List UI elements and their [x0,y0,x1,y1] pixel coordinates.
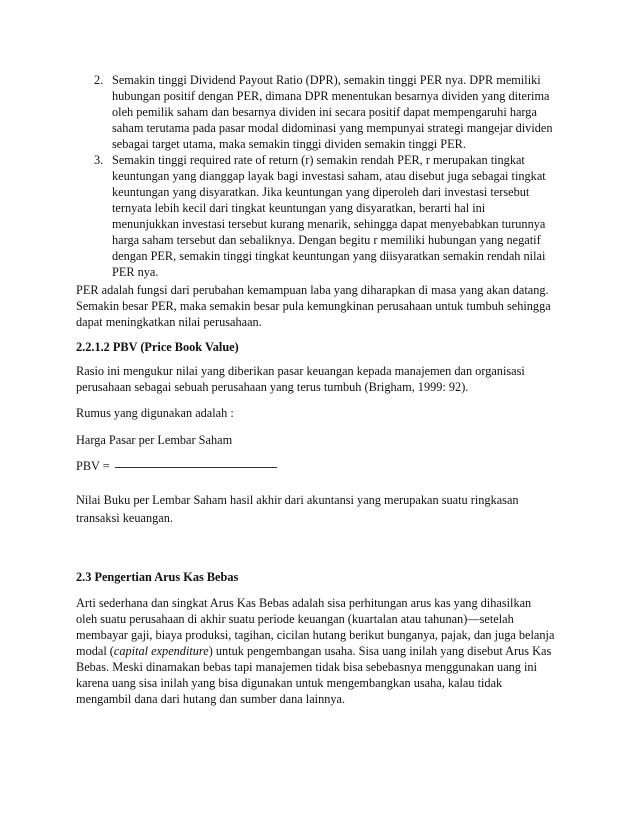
list-item-3-line: Semakin tinggi required rate of return (r) semakin rendah PER, r merupakan tingkat [112,153,525,167]
arus-kas-paragraph-line: mengambil dana dari hutang dan sumber dana lainnya. [76,692,346,706]
list-item-3-line: keuntungan yang dianggap layak bagi investasi saham, atau disebut juga sebagai tingkat [112,169,546,183]
list-item-3-line: PER nya. [112,265,159,279]
arus-kas-paragraph-line: oleh suatu perusahaan di akhir suatu periode keuangan (kuartalan atau tahunan)—setelah [76,612,514,626]
arus-kas-paragraph-line: Bebas. Meski dinamakan bebas tapi manajemen tidak bisa sebebasnya menggunakan uang ini [76,660,538,674]
formula-lhs: PBV = [76,459,110,473]
formula-denominator-line: Nilai Buku per Lembar Saham hasil akhir dari akuntansi yang merupakan suatu ringkasan [76,493,519,507]
list-item-3-line: dengan PER, semakin tinggi tingkat keuntungan yang diisyaratkan semakin rendah nilai [112,249,546,263]
list-item-2-line: saham terutama pada pasar modal didominasi yang mempunyai strategi mangejar dividen [112,121,553,135]
list-number-3: 3. [94,153,104,167]
pbv-heading: 2.2.1.2 PBV (Price Book Value) [76,340,239,354]
list-item-2-line: oleh pemilik saham dan besarnya dividen ini secara positif dapat mempengaruhi harga [112,105,537,119]
pbv-paragraph-line: perusahaan sebagai sebuah perusahaan yang terus tumbuh (Brigham, 1999: 92). [76,380,469,394]
arus-kas-paragraph-line [76,644,551,659]
list-item-3-line: keuntungan yang disyaratkan. Jika keuntungan yang diperoleh dari investasi tersebut [112,185,530,199]
list-item-3-line: ternyata lebih kecil dari tingkat keuntungan yang disyaratkan, berarti hal ini [112,201,486,215]
arus-kas-paragraph-line: Arti sederhana dan singkat Arus Kas Bebas adalah sisa perhitungan arus kas yang dihasilkan [76,596,532,610]
per-paragraph-line: dapat meningkatkan nilai perusahaan. [76,315,262,329]
italic-term: capital expenditure [113,644,209,658]
per-paragraph-line: Semakin besar PER, maka semakin besar pula kemungkinan perusahaan untuk tumbuh sehingga [76,299,551,313]
list-item-3-line: menunjukkan investasi tersebut kurang menarik, sehingga dapat menyebabkan turunnya [112,217,546,231]
arus-kas-text: ) untuk pengembangan usaha. Sisa uang inilah yang disebut Arus Kas [208,644,552,658]
formula-denominator-line: transaksi keuangan. [76,511,173,525]
list-item-3-line: harga saham tersebut dan sebaliknya. Dengan begitu r memiliki hubungan yang negatif [112,233,541,247]
list-item-2-line: hubungan positif dengan PER, dimana DPR menentukan besarnya dividen yang diterima [112,89,550,103]
arus-kas-heading: 2.3 Pengertian Arus Kas Bebas [76,570,239,584]
rumus-label: Rumus yang digunakan adalah : [76,406,234,420]
list-item-2-line: Semakin tinggi Dividend Payout Ratio (DPR), semakin tinggi PER nya. DPR memiliki [112,73,541,87]
arus-kas-paragraph-line: karena uang sisa inilah yang bisa digunakan untuk mengembangkan usaha, kalau tidak [76,676,503,690]
pbv-paragraph-line: Rasio ini mengukur nilai yang diberikan pasar keuangan kepada manajemen dan organisasi [76,364,525,378]
list-number-2: 2. [94,73,104,87]
list-item-2-line: sebagai target utama, maka semakin tinggi dividen semakin tinggi PER. [112,137,466,151]
arus-kas-paragraph-line: membayar gaji, biaya produksi, tagihan, cicilan hutang berikut bunganya, pajak, dan juga belanja [76,628,555,642]
arus-kas-text: modal ( [76,644,114,658]
formula-numerator: Harga Pasar per Lembar Saham [76,433,233,447]
per-paragraph-line: PER adalah fungsi dari perubahan kemampuan laba yang diharapkan di masa yang akan datang. [76,283,549,297]
fraction-line [115,467,277,468]
